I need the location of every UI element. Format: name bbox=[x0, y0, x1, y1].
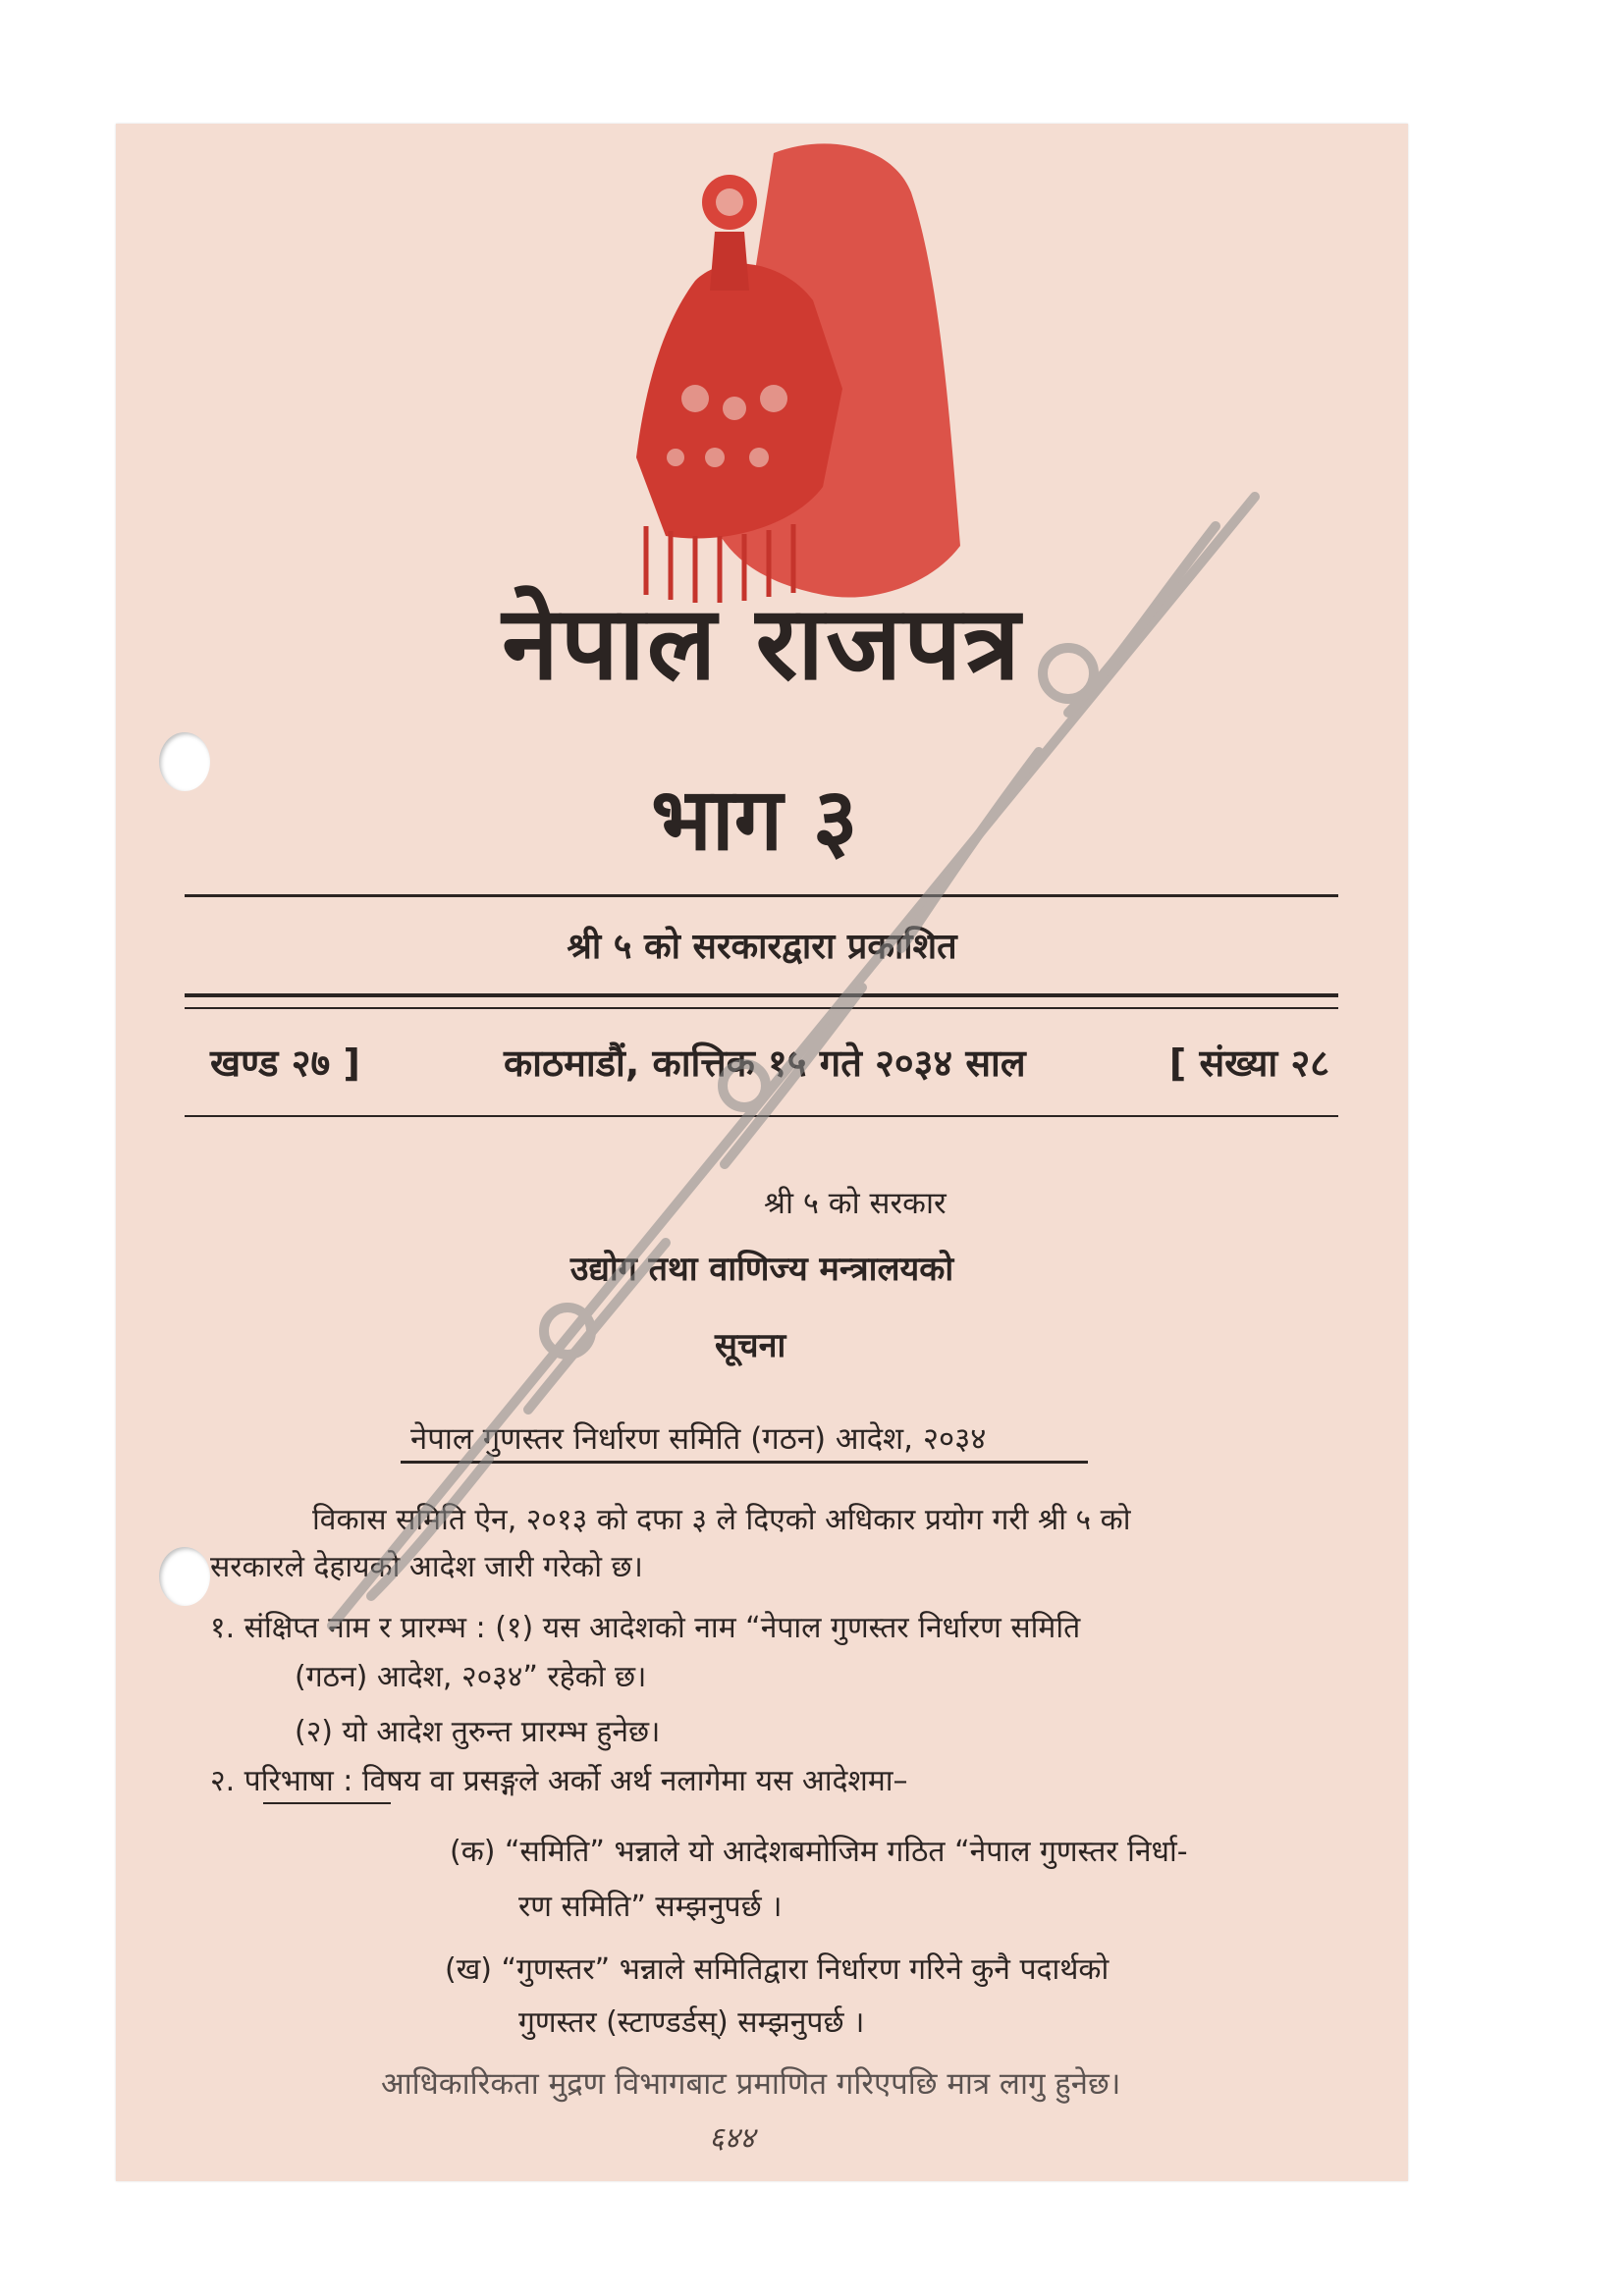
issue-line bbox=[210, 1037, 1329, 1088]
issue-place-date: काठमाडौं, कात्तिक १५ गते २०३४ साल bbox=[504, 1041, 1026, 1085]
issue-volume: खण्ड २७ ] bbox=[210, 1041, 360, 1085]
gazette-part: भाग ३ bbox=[651, 769, 858, 870]
government-heading: श्री ५ को सरकार bbox=[764, 1186, 947, 1221]
section-1-line-1: १. संक्षिप्त नाम र प्रारम्भ : (१) यस आदेशको नाम “नेपाल गुणस्तर निर्धारण समिति bbox=[210, 1611, 1081, 1645]
authenticity-footer-note: आधिकारिकता मुद्रण विभागबाट प्रमाणित गरिएपछि मात्र लागु हुनेछ। bbox=[381, 2066, 1121, 2102]
definition-kha-line-1: (ख) “गुणस्तर” भन्नाले समितिद्वारा निर्धारण गरिने कुनै पदार्थको bbox=[445, 1952, 1110, 1987]
definition-ka-line-1: (क) “समिति” भन्नाले यो आदेशबमोजिम गठित “नेपाल गुणस्तर निर्धा- bbox=[450, 1835, 1188, 1869]
section-1-line-2: (गठन) आदेश, २०३४” रहेको छ। bbox=[295, 1660, 647, 1694]
ministry-heading: उद्योग तथा वाणिज्य मन्त्रालयको bbox=[569, 1250, 954, 1289]
publisher-line: श्री ५ को सरकारद्वारा प्रकाशित bbox=[567, 927, 957, 967]
section-2-heading: २. परिभाषा : विषय वा प्रसङ्गले अर्को अर्थ नलागेमा यस आदेशमा– bbox=[210, 1764, 908, 1798]
royal-crown-emblem-icon bbox=[577, 133, 960, 614]
gazette-title: नेपाल राजपत्र bbox=[502, 583, 1022, 703]
order-title-underline bbox=[401, 1461, 1088, 1464]
notice-heading: सूचना bbox=[715, 1326, 786, 1365]
section-2-underline bbox=[263, 1802, 391, 1804]
gazette-page bbox=[116, 124, 1408, 2181]
divider-double-1 bbox=[185, 993, 1338, 997]
divider-top bbox=[185, 894, 1338, 897]
punch-hole-top bbox=[159, 732, 210, 791]
intro-line-2: सरकारले देहायको आदेश जारी गरेको छ। bbox=[210, 1550, 643, 1584]
punch-hole-bottom bbox=[159, 1547, 210, 1606]
definition-ka-line-2: रण समिति” सम्झनुपर्छ । bbox=[518, 1890, 783, 1924]
divider-issue-bottom bbox=[185, 1115, 1338, 1117]
divider-double-2 bbox=[185, 1007, 1338, 1009]
section-1-line-3: (२) यो आदेश तुरुन्त प्रारम्भ हुनेछ। bbox=[295, 1715, 661, 1749]
page-number: ६४४ bbox=[709, 2121, 755, 2156]
definition-kha-line-2: गुणस्तर (स्टाण्डर्डस्) सम्झनुपर्छ । bbox=[518, 2005, 865, 2040]
intro-line-1: विकास समिति ऐन, २०१३ को दफा ३ ले दिएको अधिकार प्रयोग गरी श्री ५ को bbox=[312, 1503, 1131, 1537]
order-title: नेपाल गुणस्तर निर्धारण समिति (गठन) आदेश, २०३४ bbox=[410, 1421, 987, 1457]
issue-number: [ संख्या २८ bbox=[1168, 1041, 1329, 1085]
